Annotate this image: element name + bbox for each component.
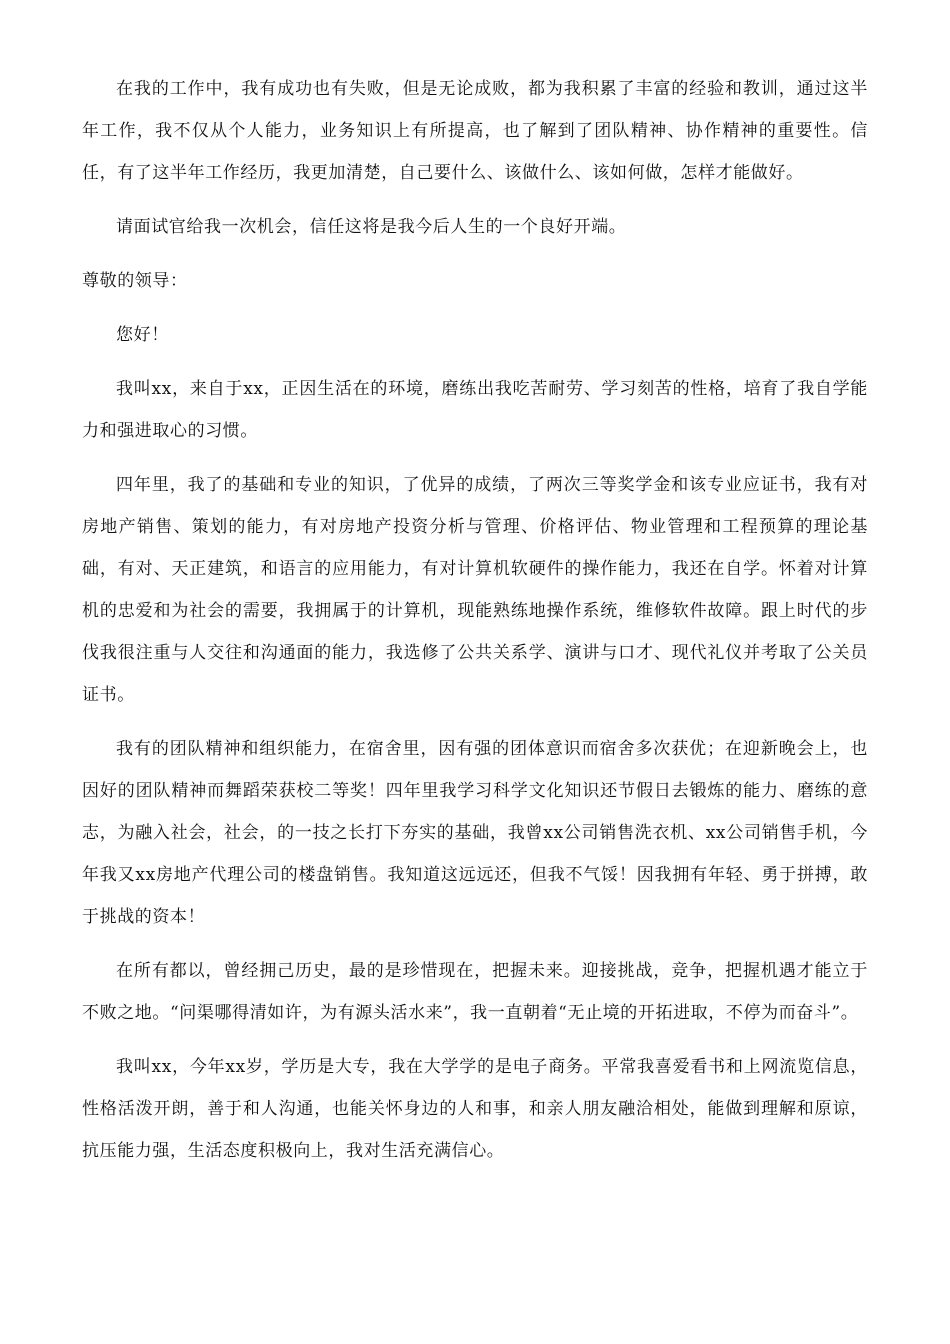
paragraph-self-introduction: 我叫xx，来自于xx，正因生活在的环境，磨练出我吃苦耐劳、学习刻苦的性格，培育了我自学能力和强进取心的习惯。	[82, 379, 868, 441]
document-body	[82, 68, 868, 1184]
greeting: 您好！	[116, 325, 169, 345]
paragraph-teamwork: 我有的团队精神和组织能力，在宿舍里，因有强的团体意识而宿舍多次获优；在迎新晚会上，也因好的团队精神而舞蹈荣获校二等奖！四年里我学习科学文化知识还节假日去锻炼的能力、磨练的意志，为融入社会，社会，的一技之长打下夯实的基础，我曾xx公司销售洗衣机、xx公司销售手机，今年我又xx房地产代理公司的楼盘销售。我知道这远远还，但我不气馁！因我拥有年轻、勇于拼搏，敢于挑战的资本！	[82, 739, 868, 927]
paragraph-education-skills: 四年里，我了的基础和专业的知识，了优异的成绩，了两次三等奖学金和该专业应证书，我有对房地产销售、策划的能力，有对房地产投资分析与管理、价格评估、物业管理和工程预算的理论基础，有对、天正建筑，和语言的应用能力，有对计算机软硬件的操作能力，我还在自学。怀着对计算机的忠爱和为社会的需要，我拥属于的计算机，现能熟练地操作系统，维修软件故障。跟上时代的步伐我很注重与人交往和沟通面的能力，我选修了公共关系学、演讲与口才、现代礼仪并考取了公关员证书。	[82, 475, 868, 705]
salutation: 尊敬的领导：	[82, 271, 188, 291]
paragraph-interview-request: 请面试官给我一次机会，信任这将是我今后人生的一个良好开端。	[116, 217, 627, 237]
paragraph-personal-profile: 我叫xx，今年xx岁，学历是大专，我在大学学的是电子商务。平常我喜爱看书和上网流览信息，性格活泼开朗，善于和人沟通，也能关怀身边的人和事，和亲人朋友融洽相处，能做到理解和原谅，抗压能力强，生活态度积极向上，我对生活充满信心。	[82, 1057, 868, 1161]
paragraph-work-experience: 在我的工作中，我有成功也有失败，但是无论成败，都为我积累了丰富的经验和教训，通过这半年工作，我不仅从个人能力，业务知识上有所提高，也了解到了团队精神、协作精神的重要性。信任，有了这半年工作经历，我更加清楚，自己要什么、该做什么、该如何做，怎样才能做好。	[82, 79, 868, 183]
paragraph-motivation: 在所有都以，曾经拥己历史，最的是珍惜现在，把握未来。迎接挑战，竞争，把握机遇才能立于不败之地。“问渠哪得清如许，为有源头活水来”，我一直朝着“无止境的开拓进取，不停为而奋斗”。	[82, 961, 868, 1023]
